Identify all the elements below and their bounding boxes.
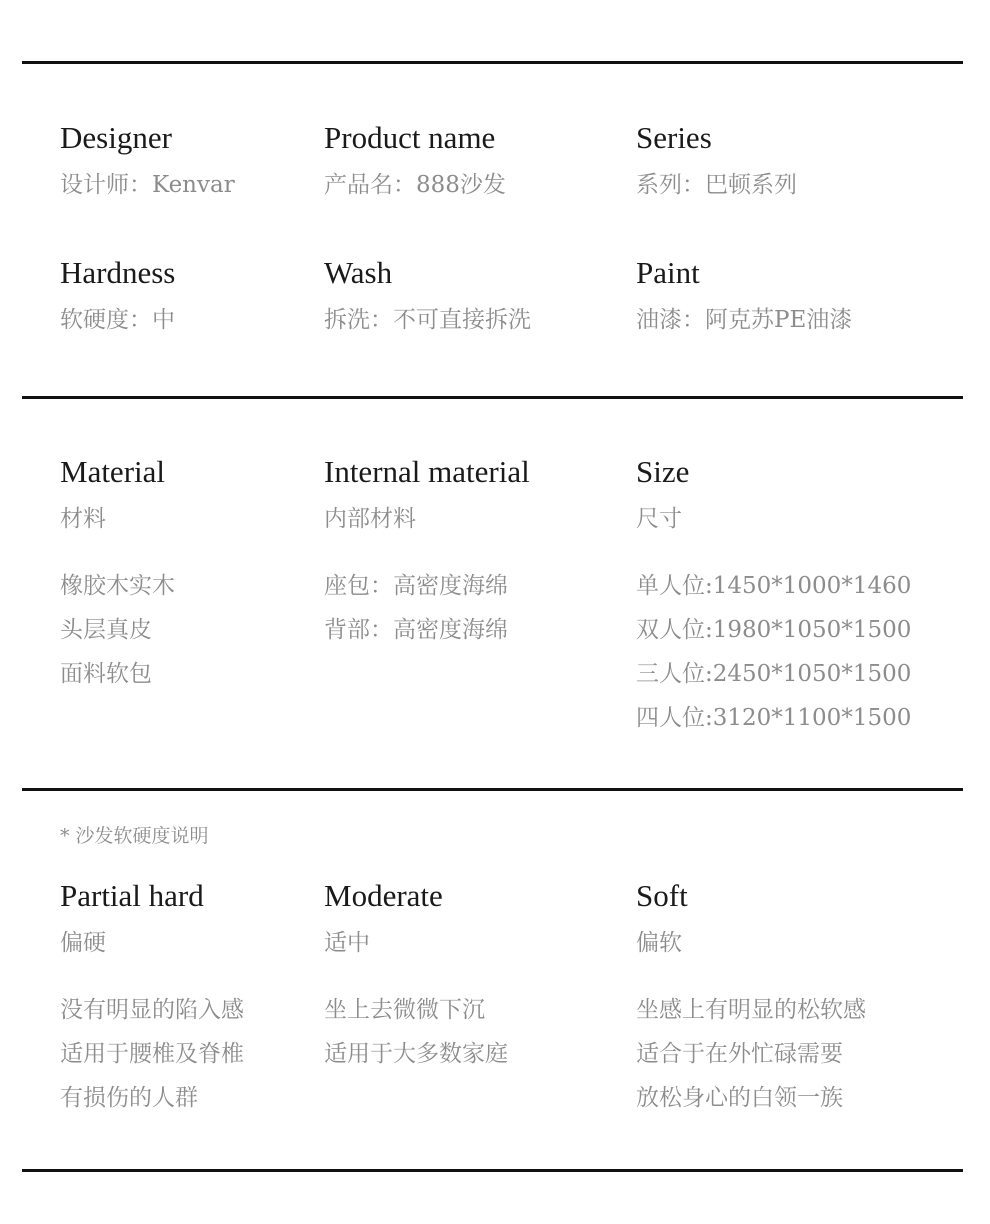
divider-bottom (22, 1169, 963, 1172)
internal-material-column (324, 455, 530, 652)
detail-line: 背部：高密度海绵 (324, 617, 508, 643)
info-label-en: Wash (324, 255, 393, 290)
info-series (636, 121, 797, 200)
divider-middle-2 (22, 788, 963, 791)
column-title-cn: 尺寸 (636, 506, 682, 532)
detail-line: 四人位:3120*1100*1500 (636, 705, 912, 731)
info-product-name (324, 121, 506, 200)
detail-lines (60, 988, 244, 1120)
detail-line: 三人位:2450*1050*1500 (636, 661, 912, 687)
detail-lines (636, 988, 866, 1120)
column-title-en: Size (636, 454, 690, 489)
column-title-cn: 偏软 (636, 930, 682, 956)
info-wash (324, 256, 531, 335)
info-label-en: Hardness (60, 255, 176, 290)
detail-line: 适合于在外忙碌需要 (636, 1041, 843, 1067)
info-label-en: Product name (324, 120, 496, 155)
info-value-cn: 软硬度：中 (60, 307, 175, 333)
info-designer (60, 121, 235, 200)
info-paint (636, 256, 852, 335)
size-column (636, 455, 911, 740)
column-title-en: Soft (636, 878, 688, 913)
info-label-en: Series (636, 120, 712, 155)
column-title-cn: 内部材料 (324, 506, 416, 532)
detail-line: 座包：高密度海绵 (324, 573, 508, 599)
detail-lines (636, 564, 911, 740)
detail-lines (324, 564, 530, 652)
detail-line: 有损伤的人群 (60, 1085, 198, 1111)
detail-line: 双人位:1980*1050*1500 (636, 617, 912, 643)
hardness-note: * 沙发软硬度说明 (60, 825, 209, 847)
partial-hard-column (60, 879, 244, 1120)
info-value-cn: 拆洗：不可直接拆洗 (324, 307, 531, 333)
column-title-cn: 适中 (324, 930, 370, 956)
info-label-en: Designer (60, 120, 172, 155)
info-hardness (60, 256, 175, 335)
detail-line: 头层真皮 (60, 617, 152, 643)
detail-lines (324, 988, 508, 1076)
column-title-cn: 材料 (60, 506, 106, 532)
column-title-en: Partial hard (60, 878, 204, 913)
moderate-column (324, 879, 508, 1076)
info-value-cn: 设计师：Kenvar (60, 172, 235, 198)
column-title-en: Internal material (324, 454, 530, 489)
detail-line: 单人位:1450*1000*1460 (636, 573, 912, 599)
soft-column (636, 879, 866, 1120)
detail-line: 坐感上有明显的松软感 (636, 997, 866, 1023)
column-title-en: Moderate (324, 878, 443, 913)
column-title-cn: 偏硬 (60, 930, 106, 956)
info-value-cn: 系列：巴顿系列 (636, 172, 797, 198)
detail-line: 适用于腰椎及脊椎 (60, 1041, 244, 1067)
detail-line: 橡胶木实木 (60, 573, 175, 599)
info-label-en: Paint (636, 255, 700, 290)
divider-middle-1 (22, 396, 963, 399)
divider-top (22, 61, 963, 64)
info-value-cn: 油漆：阿克苏PE油漆 (636, 307, 853, 333)
detail-lines (60, 564, 175, 696)
detail-line: 适用于大多数家庭 (324, 1041, 508, 1067)
column-title-en: Material (60, 454, 166, 489)
material-column (60, 455, 175, 696)
detail-line: 没有明显的陷入感 (60, 997, 244, 1023)
detail-line: 坐上去微微下沉 (324, 997, 485, 1023)
detail-line: 放松身心的白领一族 (636, 1085, 843, 1111)
info-value-cn: 产品名：888沙发 (324, 172, 506, 198)
detail-line: 面料软包 (60, 661, 152, 687)
